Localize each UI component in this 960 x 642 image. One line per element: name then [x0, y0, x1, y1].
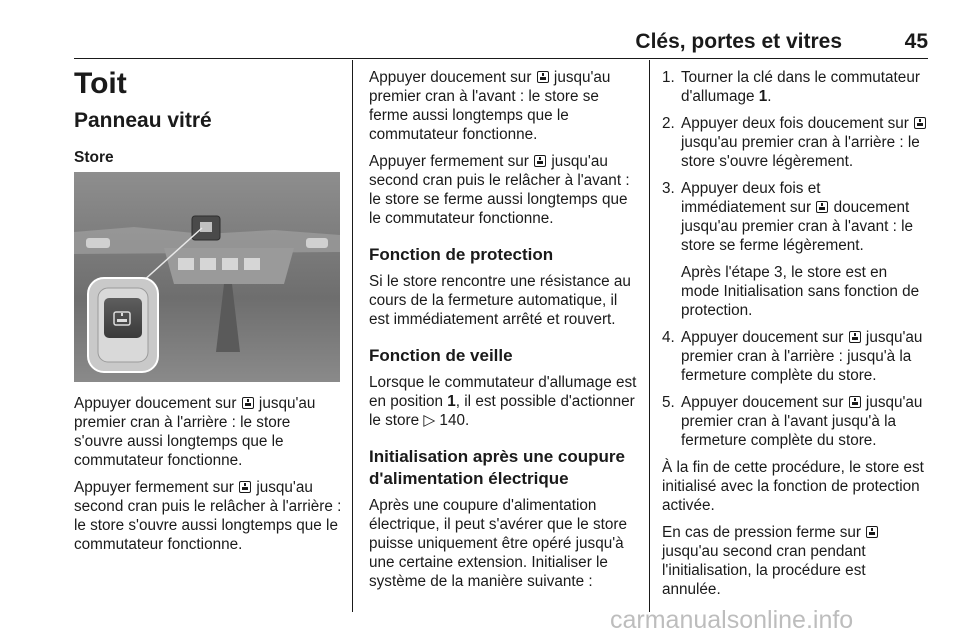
paragraph-close-soft: Appuyer doucement sur jusqu'au premier cran à l'avant : le store se ferme aussi longtemps que le commutateur fonctionne.: [369, 69, 611, 143]
initialisation-steps: [662, 68, 928, 450]
sunblind-switch-icon: [866, 526, 878, 538]
list-item: 1. Tourner la clé dans le commutateur d'allumage 1.: [662, 69, 920, 105]
heading-store: Store: [74, 149, 114, 166]
list-item: 2. Appuyer deux fois doucement sur jusqu'au premier cran à l'arrière : le store s'ouvre légèrement.: [662, 114, 928, 171]
sunblind-switch-icon: [914, 117, 926, 129]
column-3: [662, 68, 928, 458]
column-1: [74, 64, 342, 175]
paragraph-cancel: En cas de pression ferme sur jusqu'au second cran pendant l'initialisation, la procédure est annulée.: [662, 523, 928, 599]
step-note: Après l'étape 3, le store est en mode Initialisation sans fonction de protection.: [681, 264, 920, 319]
heading-protection: Fonction de protection: [369, 245, 554, 264]
paragraph-close-firm: Appuyer fermement sur jusqu'au second cran puis le relâcher à l'avant : le store se ferme aussi longtemps que le commutateur fonctionne.: [369, 153, 630, 227]
sunblind-switch-icon: [849, 396, 861, 408]
heading-initialisation: Initialisation après une coupure d'alimentation électrique: [369, 447, 625, 488]
watermark: carmanualsonline.info: [610, 606, 854, 634]
sunblind-switch-illustration: [74, 172, 340, 382]
page-reference[interactable]: 140.: [435, 412, 470, 429]
list-item: 3. Appuyer deux fois et immédiatement sur doucement jusqu'au premier cran à l'avant : le store se ferme légèrement. Après l'étape 3, le store est en mode Initialisation sans fonction de protection.: [662, 179, 928, 320]
paragraph-veille: Lorsque le commutateur d'allumage est en position 1, il est possible d'actionner le store ▷ 140.: [369, 374, 637, 429]
column-3-end: [662, 458, 928, 607]
sunblind-switch-icon: [534, 155, 546, 167]
paragraph-open-firm: Appuyer fermement sur jusqu'au second cran puis le relâcher à l'arrière : le store s'ouvre aussi longtemps que le commutateur fonctionne.: [74, 479, 342, 553]
subsection-title: Panneau vitré: [74, 109, 212, 132]
sunblind-switch-figure: [74, 172, 340, 382]
list-item: 4. Appuyer doucement sur jusqu'au premier cran à l'arrière : jusqu'à la fermeture complète du store.: [662, 329, 923, 384]
sunblind-switch-icon: [239, 481, 251, 493]
paragraph-open-soft: Appuyer doucement sur jusqu'au premier cran à l'arrière : le store s'ouvre aussi longtemps que le commutateur fonctionne.: [74, 395, 316, 469]
sunblind-switch-icon: [849, 331, 861, 343]
paragraph-protection: Si le store rencontre une résistance au cours de la fermeture automatique, il est immédiatement arrêté et rouvert.: [369, 273, 631, 328]
section-title: Toit: [74, 67, 127, 100]
page-number: 45: [904, 30, 928, 53]
column-2: [369, 68, 637, 599]
paragraph-end: À la fin de cette procédure, le store est initialisé avec la fonction de protection activée.: [662, 459, 924, 514]
running-header-title: Clés, portes et vitres: [635, 30, 842, 53]
sunblind-switch-icon: [816, 201, 828, 213]
column-divider-right: [649, 60, 650, 612]
sunblind-switch-icon: [242, 397, 254, 409]
paragraph-initialisation: Après une coupure d'alimentation électrique, il peut s'avérer que le store puisse uniquement être opéré jusqu'à une certaine extension. Initialiser le système de la manière suivante :: [369, 497, 628, 590]
heading-veille: Fonction de veille: [369, 346, 513, 365]
column-1-text: [74, 394, 342, 562]
header-rule: [74, 58, 928, 59]
column-divider-left: [352, 60, 353, 612]
list-item: 5. Appuyer doucement sur jusqu'au premier cran à l'avant jusqu'à la fermeture complète du store.: [662, 394, 923, 449]
sunblind-switch-icon: [537, 71, 549, 83]
page-ref-arrow-icon[interactable]: ▷: [423, 412, 436, 429]
